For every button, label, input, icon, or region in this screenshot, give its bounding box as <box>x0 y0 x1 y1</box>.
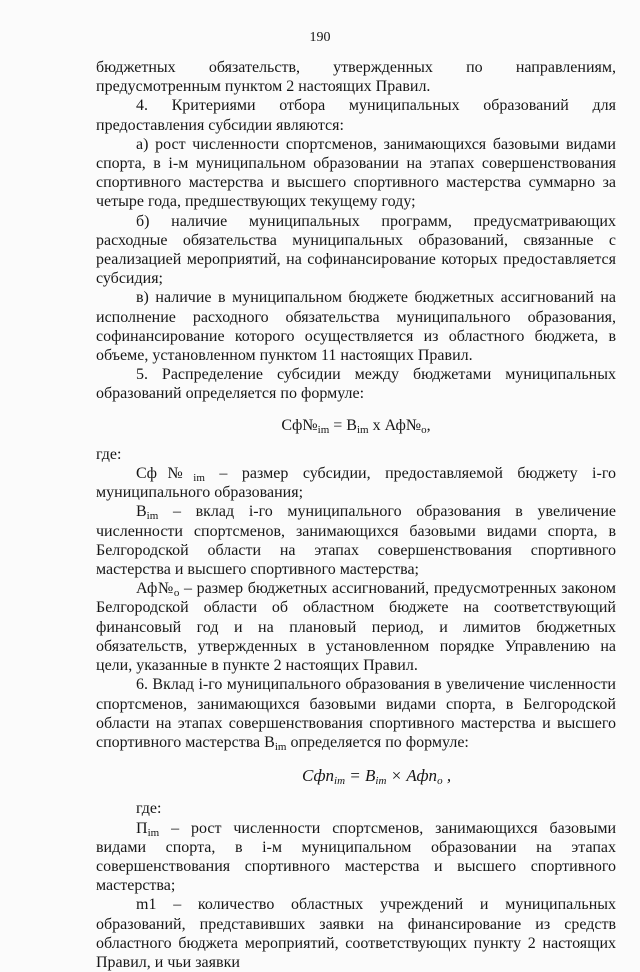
definition-allocations: $Аф№_о$ – размер бюджетных ассигнований, предусмотренных законом Белгородской области об областном бюджете на соответствующий финансовый год и на плановый период, и лимитов бюджетных обязательств, утвержденных в установленном порядке Управлению на цели, указанные в пункте 2 настоящих Правил. <box>96 580 616 675</box>
definition-growth: $П_{im}$ – рост численности спортсменов, занимающихся базовыми видами спорта, в i-м муниципальном образовании на этапах совершенствования спортивного мастерства и высшего спортивного мастерства; <box>96 819 616 895</box>
formula-1: $Сф№_{im} = В_{im}$ х $Аф№_o$, <box>281 416 431 436</box>
document-body <box>96 58 616 972</box>
paragraph-4: 4. Критериями отбора муниципальных образований для предоставления субсидии являются: <box>96 97 616 134</box>
paragraph-4v: в) наличие в муниципальном бюджете бюджетных ассигнований на исполнение расходного обязательства муниципального образования, софинансирование которого осуществляется из областного бюджета, в объеме, установленном пунктом 11 настоящих Правил. <box>96 289 616 365</box>
paragraph-5: 5. Распределение субсидии между бюджетами муниципальных образований определяется по формуле: <box>96 366 616 403</box>
definition-contribution: $В_{im}$ – вклад i-го муниципального образования в увеличение численности спортсменов, занимающихся базовыми видами спорта, в Белгородской области на этапах совершенствования спортивного мастерства и высшего спортивного мастерства; <box>96 503 616 579</box>
page-number: 190 <box>309 30 331 45</box>
where-label-1: где: <box>96 445 122 463</box>
formula-2: $Сфп_{im} = B_{im} \times Афп_o$ , <box>302 766 452 788</box>
paragraph-4b: б) наличие муниципальных программ, предусматривающих расходные обязательства муниципальных образований, связанные с реализацией мероприятий, на софинансирование которых предоставляется субсидия; <box>96 212 616 288</box>
paragraph-4a: а) рост численности спортсменов, занимающихся базовыми видами спорта, в i-м муниципальном образовании на этапах совершенствования спортивного мастерства и высшего спортивного мастерства суммарно за четыре года, предшествующих текущему году; <box>96 135 616 211</box>
definition-m1: m1 – количество областных учреждений и муниципальных образований, представивших заявки на финансирование из средств областного бюджета мероприятий, соответствующих пункту 2 настоящих Правил, и чьи заявки <box>96 896 616 971</box>
where-label-2: где: <box>136 800 162 818</box>
definition-subsidy: $Сф№_{im}$ – размер субсидии, предоставляемой бюджету i-го муниципального образования; <box>96 465 616 502</box>
paragraph-6: 6. Вклад i-го муниципального образования в увеличение численности спортсменов, занимающихся базовыми видами спорта, в Белгородской области на этапах совершенствования спортивного мастерства и высшего спортивного мастерства $В_{im}$ определяется по формуле: <box>96 676 616 753</box>
paragraph-continuation: бюджетных обязательств, утвержденных по направлениям, предусмотренным пунктом 2 настоящих Правил. <box>96 59 616 96</box>
